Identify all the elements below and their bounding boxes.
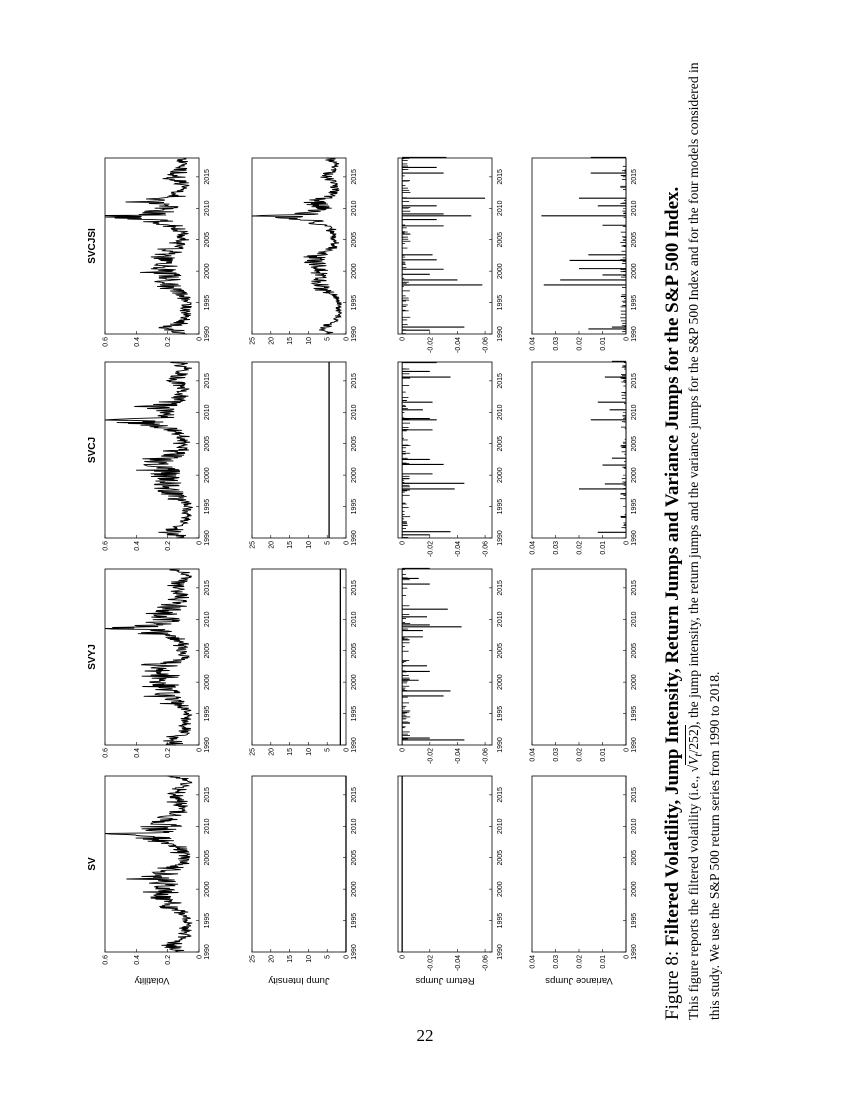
y-tick-label: -0.06 <box>482 337 490 353</box>
y-tick-label: 0 <box>623 337 631 341</box>
panel-frame <box>398 776 492 952</box>
y-tick-label: 0.6 <box>102 748 110 758</box>
figure-number: Figure 8: <box>662 950 683 1020</box>
panel-jump-intensity-svcj <box>250 362 359 549</box>
panel-jump-intensity-svcjsi <box>250 158 359 345</box>
x-tick-label: 2005 <box>204 849 211 866</box>
y-tick-label: 0.03 <box>553 748 560 762</box>
y-tick-label: -0.04 <box>454 955 462 971</box>
sqrt-formula: $√V_t/252$) <box>686 724 705 773</box>
panel-frame <box>252 362 346 538</box>
panel-return-jumps-svcj <box>398 362 504 557</box>
panel-return-jumps-svcjsi <box>398 157 504 353</box>
y-tick-label: 0 <box>343 955 351 959</box>
panel-volatility-svcjsi <box>103 158 212 347</box>
x-tick-label: 1990 <box>351 737 358 753</box>
x-tick-label: 2015 <box>204 787 211 803</box>
x-tick-label: 2010 <box>497 611 504 628</box>
x-tick-label: 2015 <box>631 787 638 803</box>
x-tick-label: 2015 <box>204 373 211 389</box>
panel-frame <box>532 362 626 538</box>
x-tick-label: 2015 <box>497 787 504 803</box>
x-tick-label: 2005 <box>497 435 504 452</box>
volatility-series <box>105 158 192 334</box>
y-tick-label: -0.04 <box>454 337 462 353</box>
y-tick-label: 0.2 <box>165 955 173 965</box>
panel-jump-intensity-svyj <box>250 569 359 756</box>
x-tick-label: 1990 <box>631 326 638 342</box>
column-title-sv: SV <box>87 857 98 871</box>
x-tick-label: 2015 <box>631 169 638 185</box>
x-tick-label: 2015 <box>351 787 358 803</box>
panel-frame <box>398 569 492 745</box>
x-tick-label: 2015 <box>497 580 504 596</box>
x-tick-label: 1990 <box>351 944 358 960</box>
x-tick-label: 2015 <box>204 169 211 185</box>
x-tick-label: 1990 <box>497 530 504 546</box>
jump-intensity-series <box>252 158 342 334</box>
x-tick-label: 1990 <box>631 944 638 960</box>
x-tick-label: 2000 <box>351 467 358 483</box>
x-tick-label: 2010 <box>204 611 211 628</box>
y-tick-label: 0.01 <box>600 541 607 555</box>
panel-variance-jumps-sv <box>530 776 639 969</box>
y-tick-label: 15 <box>287 337 295 345</box>
x-tick-label: 2000 <box>204 263 211 279</box>
formula-subscript: t <box>692 753 705 757</box>
panel-frame <box>532 158 626 334</box>
y-tick-label: 0.2 <box>165 337 173 347</box>
y-tick-label: 0.04 <box>529 337 537 351</box>
panel-frame <box>532 776 626 952</box>
x-tick-label: 2010 <box>204 818 211 835</box>
x-tick-label: 2005 <box>497 231 504 248</box>
y-tick-label: 5 <box>324 541 332 545</box>
x-tick-label: 2005 <box>497 849 504 866</box>
y-tick-label: 0 <box>623 955 631 959</box>
y-tick-label: 0.4 <box>133 955 141 965</box>
y-tick-label: 25 <box>249 748 257 756</box>
y-tick-label: 25 <box>249 955 257 963</box>
y-tick-label: 0.03 <box>553 955 560 969</box>
x-tick-label: 2000 <box>204 467 211 483</box>
x-tick-label: 1995 <box>351 912 358 929</box>
x-tick-label: 2010 <box>631 818 638 835</box>
x-tick-label: 2000 <box>497 263 504 279</box>
y-tick-label: 0.02 <box>576 541 584 555</box>
caption-text-after: , the jump intensity, the return jumps and the variance jumps for the S&P 500 Index and for the four models considered in this study. We use the S&P 500 return series from 1990 to 2018. <box>686 62 722 1020</box>
y-tick-label: 0.6 <box>102 955 110 965</box>
y-tick-label: 5 <box>324 337 332 341</box>
x-tick-label: 2000 <box>497 881 504 897</box>
x-tick-label: 2005 <box>631 642 638 659</box>
y-tick-label: 15 <box>287 955 295 963</box>
x-tick-label: 1990 <box>497 944 504 960</box>
y-tick-label: -0.06 <box>482 955 490 971</box>
panel-frame <box>252 776 346 952</box>
y-tick-label: 10 <box>305 955 313 963</box>
x-tick-label: 2000 <box>631 674 638 690</box>
x-tick-label: 2015 <box>631 373 638 389</box>
y-tick-label: 0.4 <box>133 541 141 551</box>
x-tick-label: 2005 <box>631 231 638 248</box>
y-tick-label: 0 <box>399 541 407 545</box>
column-title-svcjsi: SVCJSI <box>87 228 98 264</box>
row-label-volatility: Volatility <box>134 975 170 986</box>
caption-text-before: This figure reports the filtered volatility (i.e., <box>686 775 701 1020</box>
y-tick-label: -0.06 <box>482 541 490 557</box>
x-tick-label: 2000 <box>351 263 358 279</box>
panel-variance-jumps-svyj <box>530 569 639 762</box>
y-tick-label: 0.02 <box>576 337 584 351</box>
y-tick-label: 0.03 <box>553 541 560 555</box>
x-tick-label: 1995 <box>631 294 638 311</box>
y-tick-label: -0.06 <box>482 748 490 764</box>
x-tick-label: 2005 <box>631 435 638 452</box>
x-tick-label: 2010 <box>631 404 638 421</box>
y-tick-label: 25 <box>249 541 257 549</box>
row-label-return-jumps: Return Jumps <box>415 975 475 986</box>
y-tick-label: 10 <box>305 541 313 549</box>
x-tick-label: 1995 <box>497 705 504 722</box>
y-tick-label: 0 <box>399 337 407 341</box>
x-tick-label: 1990 <box>351 530 358 546</box>
y-tick-label: -0.04 <box>454 748 462 764</box>
formula-tail: /252) <box>686 724 701 754</box>
y-tick-label: 0 <box>343 337 351 341</box>
y-tick-label: -0.02 <box>427 955 435 971</box>
y-tick-label: 0.4 <box>133 748 141 758</box>
x-tick-label: 2010 <box>351 404 358 421</box>
x-tick-label: 1990 <box>631 737 638 753</box>
y-tick-label: 0.03 <box>553 337 560 351</box>
x-tick-label: 2005 <box>351 231 358 248</box>
x-tick-label: 1990 <box>204 530 211 546</box>
row-label-jump-intensity: Jump Intensity <box>268 975 330 986</box>
x-tick-label: 1990 <box>204 326 211 342</box>
y-tick-label: 0.02 <box>576 748 584 762</box>
y-tick-label: 0.2 <box>165 748 173 758</box>
x-tick-label: 2010 <box>204 200 211 217</box>
volatility-series <box>105 776 192 952</box>
figure-caption <box>662 60 723 1020</box>
y-tick-label: 0.4 <box>133 337 141 347</box>
x-tick-label: 2015 <box>351 580 358 596</box>
row-label-variance-jumps: Variance Jumps <box>545 975 613 986</box>
y-tick-label: 15 <box>287 748 295 756</box>
volatility-series <box>105 569 192 745</box>
y-tick-label: 0.04 <box>529 541 537 555</box>
x-tick-label: 1995 <box>631 705 638 722</box>
x-tick-label: 1990 <box>204 737 211 753</box>
y-tick-label: -0.02 <box>427 337 435 353</box>
y-tick-label: -0.04 <box>454 541 462 557</box>
x-tick-label: 2015 <box>351 169 358 185</box>
x-tick-label: 1995 <box>204 498 211 515</box>
panel-frame <box>532 569 626 745</box>
y-tick-label: 20 <box>268 748 276 756</box>
y-tick-label: 0 <box>399 955 407 959</box>
x-tick-label: 2015 <box>497 373 504 389</box>
x-tick-label: 2005 <box>497 642 504 659</box>
x-tick-label: 1995 <box>204 912 211 929</box>
x-tick-label: 2010 <box>497 818 504 835</box>
y-tick-label: 10 <box>305 337 313 345</box>
x-tick-label: 2005 <box>351 435 358 452</box>
x-tick-label: 1995 <box>631 498 638 515</box>
y-tick-label: 0.02 <box>576 955 584 969</box>
x-tick-label: 1990 <box>631 530 638 546</box>
y-tick-label: -0.02 <box>427 748 435 764</box>
x-tick-label: 1995 <box>204 294 211 311</box>
figure-title: Filtered Volatility, Jump Intensity, Return Jumps and Variance Jumps for the S&P 500 Index. <box>662 186 683 947</box>
x-tick-label: 2010 <box>631 200 638 217</box>
x-tick-label: 2005 <box>351 849 358 866</box>
x-tick-label: 2000 <box>351 881 358 897</box>
x-tick-label: 2005 <box>351 642 358 659</box>
x-tick-label: 1995 <box>497 294 504 311</box>
y-tick-label: -0.02 <box>427 541 435 557</box>
y-tick-label: 0 <box>343 748 351 752</box>
x-tick-label: 2000 <box>351 674 358 690</box>
y-tick-label: 25 <box>249 337 257 345</box>
x-tick-label: 1995 <box>351 498 358 515</box>
x-tick-label: 1995 <box>351 705 358 722</box>
x-tick-label: 2000 <box>204 674 211 690</box>
y-tick-label: 0 <box>623 748 631 752</box>
panel-frame <box>252 158 346 334</box>
y-tick-label: 0 <box>343 541 351 545</box>
x-tick-label: 2000 <box>631 263 638 279</box>
y-tick-label: 20 <box>268 541 276 549</box>
x-tick-label: 2015 <box>351 373 358 389</box>
y-tick-label: 0 <box>623 541 631 545</box>
x-tick-label: 2005 <box>631 849 638 866</box>
y-tick-label: 0.6 <box>102 541 110 551</box>
x-tick-label: 2000 <box>497 467 504 483</box>
x-tick-label: 1995 <box>351 294 358 311</box>
x-tick-label: 1990 <box>497 326 504 342</box>
y-tick-label: 0 <box>196 748 204 752</box>
y-tick-label: 0 <box>399 748 407 752</box>
x-tick-label: 2010 <box>204 404 211 421</box>
panel-frame <box>398 362 492 538</box>
y-tick-label: 0 <box>196 955 204 959</box>
x-tick-label: 2005 <box>204 435 211 452</box>
x-tick-label: 2010 <box>351 818 358 835</box>
y-tick-label: 0.6 <box>102 337 110 347</box>
x-tick-label: 2000 <box>204 881 211 897</box>
panel-jump-intensity-sv <box>250 776 359 963</box>
y-tick-label: 0.04 <box>529 955 537 969</box>
x-tick-label: 2000 <box>631 467 638 483</box>
x-tick-label: 2015 <box>497 169 504 185</box>
panel-volatility-svyj <box>103 569 212 758</box>
x-tick-label: 2000 <box>631 881 638 897</box>
panel-return-jumps-sv <box>398 776 504 971</box>
y-tick-label: 0 <box>196 337 204 341</box>
panel-frame <box>398 158 492 334</box>
panel-volatility-svcj <box>103 362 212 551</box>
x-tick-label: 1995 <box>204 705 211 722</box>
y-tick-label: 10 <box>305 748 313 756</box>
x-tick-label: 1990 <box>204 944 211 960</box>
x-tick-label: 2005 <box>204 231 211 248</box>
x-tick-label: 2010 <box>351 611 358 628</box>
x-tick-label: 2015 <box>631 580 638 596</box>
y-tick-label: 20 <box>268 337 276 345</box>
caption-heading <box>662 60 684 1020</box>
x-tick-label: 2000 <box>497 674 504 690</box>
page-number: 22 <box>416 1026 434 1045</box>
x-tick-label: 1995 <box>631 912 638 929</box>
x-tick-label: 1990 <box>351 326 358 342</box>
y-tick-label: 0.2 <box>165 541 173 551</box>
y-tick-label: 20 <box>268 955 276 963</box>
x-tick-label: 2015 <box>204 580 211 596</box>
x-tick-label: 2010 <box>497 404 504 421</box>
x-tick-label: 2010 <box>351 200 358 217</box>
panel-variance-jumps-svcjsi <box>530 157 639 350</box>
panel-return-jumps-svyj <box>398 568 504 764</box>
x-tick-label: 1995 <box>497 912 504 929</box>
x-tick-label: 2010 <box>631 611 638 628</box>
formula-radicand: V <box>686 756 701 765</box>
column-title-svyj: SVYJ <box>87 644 98 670</box>
x-tick-label: 2010 <box>497 200 504 217</box>
y-tick-label: 15 <box>287 541 295 549</box>
y-tick-label: 0.01 <box>600 955 607 969</box>
x-tick-label: 1990 <box>497 737 504 753</box>
y-tick-label: 0.04 <box>529 748 537 762</box>
x-tick-label: 1995 <box>497 498 504 515</box>
panel-frame <box>252 569 346 745</box>
panel-variance-jumps-svcj <box>530 361 639 554</box>
volatility-series <box>105 362 193 538</box>
y-tick-label: 0.01 <box>600 337 607 351</box>
panel-volatility-sv <box>103 776 212 965</box>
y-tick-label: 5 <box>324 955 332 959</box>
x-tick-label: 2005 <box>204 642 211 659</box>
column-title-svcj: SVCJ <box>87 436 98 464</box>
y-tick-label: 0.01 <box>600 748 607 762</box>
y-tick-label: 0 <box>196 541 204 545</box>
caption-body <box>686 60 723 1020</box>
y-tick-label: 5 <box>324 748 332 752</box>
